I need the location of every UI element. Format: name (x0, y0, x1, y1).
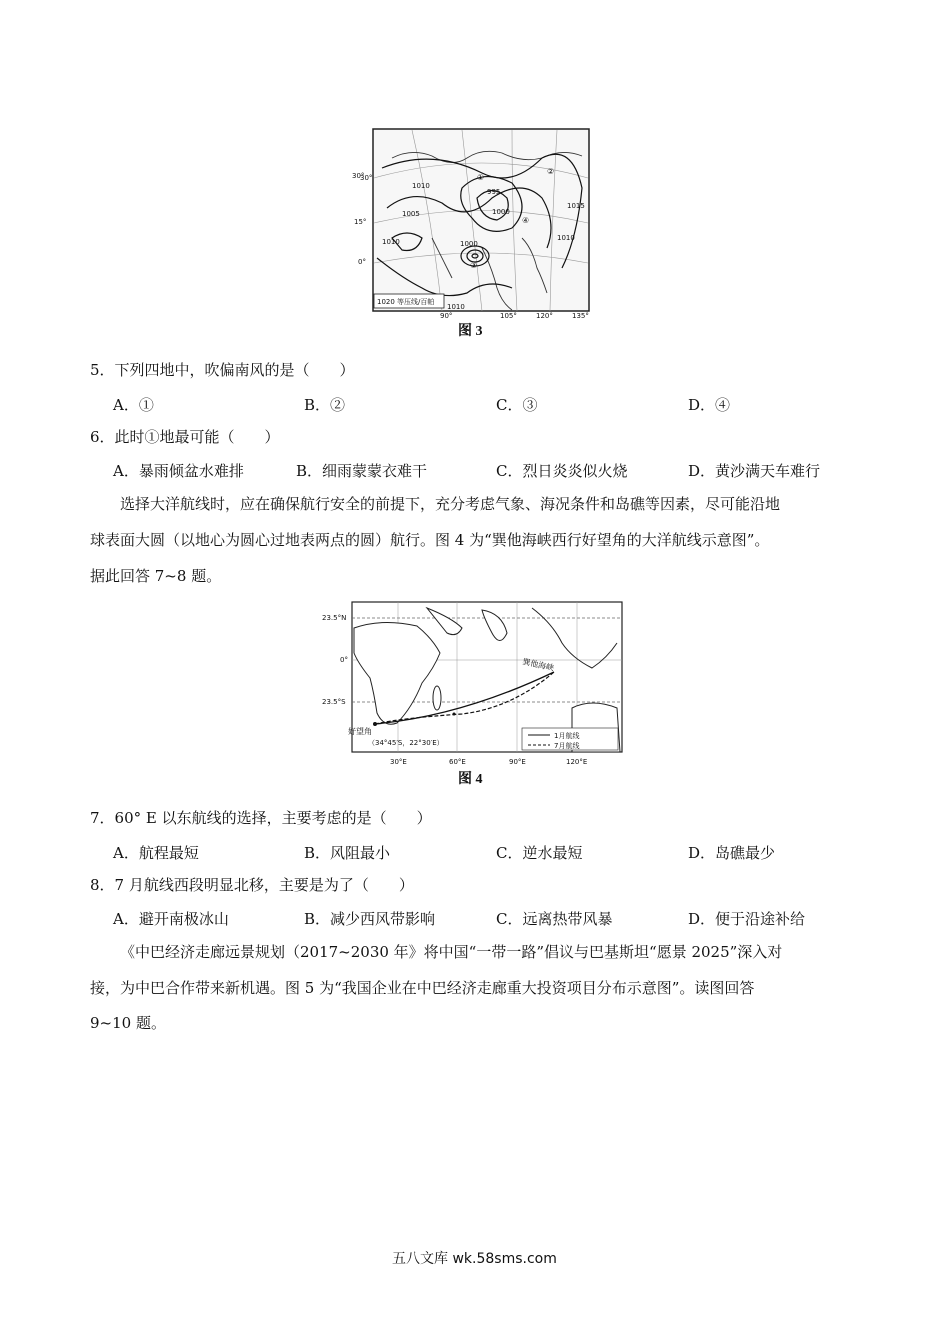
point-label: ② (547, 167, 555, 176)
isobar-label: 1000 (492, 208, 510, 216)
lon-label-105: 105° (500, 312, 517, 320)
q6-option-a: A．暴雨倾盆水难排 (113, 462, 244, 480)
isobar-label: 1000 (460, 240, 478, 248)
lon-label-120: 120°E (566, 758, 588, 766)
isobar-label: 1010 (412, 182, 430, 190)
lon-label-120: 120° (536, 312, 553, 320)
lon-label-30: 30°E (390, 758, 407, 766)
figure-3 (360, 128, 590, 316)
isobar-label: 1005 (402, 210, 420, 218)
passage-1-line-2: 球表面大圆（以地心为圆心过地表两点的圆）航行。图 4 为“巽他海峡西行好望角的大洋航线示意图”。 (90, 531, 770, 549)
q5-option-a: A．① (113, 396, 154, 414)
lat-label-15: 15° (354, 218, 367, 226)
point-label: ① (477, 173, 485, 182)
q7-option-c: C．逆水最短 (496, 844, 583, 862)
q6-option-c: C．烈日炎炎似火烧 (496, 462, 628, 480)
q5-option-c: C．③ (496, 396, 538, 414)
question-7-stem: 7．60° E 以东航线的选择，主要考虑的是（ ） (90, 809, 432, 827)
isobar-label: 995 (487, 188, 501, 196)
passage-2-line-2: 接，为中巴合作带来新机遇。图 5 为“我国企业在中巴经济走廊重大投资项目分布示意图”。读图回答 (90, 979, 755, 997)
q8-option-a: A．避开南极冰山 (113, 910, 229, 928)
cape-label: 好望角 (348, 727, 372, 736)
passage-2-line-3: 9~10 题。 (90, 1014, 166, 1032)
q7-option-a: A．航程最短 (113, 844, 199, 862)
lon-label-90: 90° (440, 312, 453, 320)
lon-label-135: 135° (572, 312, 589, 320)
figure-4-caption: 图 4 (458, 772, 483, 787)
isobar-label: 1010 (447, 303, 465, 311)
lat-label-0: 0° (358, 258, 366, 266)
point-label: ③ (470, 261, 478, 270)
q6-option-d: D．黄沙满天车难行 (688, 462, 821, 480)
isobar-label: 1010 (557, 234, 575, 242)
q8-option-c: C．远离热带风暴 (496, 910, 613, 928)
lat-label-30: 30° (352, 172, 365, 180)
lat-label-eq: 0° (340, 656, 348, 664)
route-map (322, 598, 628, 766)
legend-jan: 1月航线 (554, 732, 580, 740)
figure-4 (322, 598, 628, 766)
figure-3-caption: 图 3 (458, 324, 483, 339)
q5-option-d: D．④ (688, 396, 731, 414)
lat-label-n: 23.5°N (322, 614, 347, 622)
question-6-stem: 6．此时①地最可能（ ） (90, 428, 280, 446)
cape-coords: （34°45′S，22°30′E） (368, 739, 444, 747)
lat-label: 30° (360, 174, 373, 182)
isobar-label: 1015 (567, 202, 585, 210)
fig3-legend: 1020 等压线/百帕 (377, 298, 435, 306)
q7-option-b: B．风阻最小 (304, 844, 391, 862)
q5-option-b: B．② (304, 396, 346, 414)
q6-option-b: B．细雨蒙蒙衣难干 (296, 462, 428, 480)
passage-1-line-3: 据此回答 7~8 题。 (90, 567, 222, 585)
q7-option-d: D．岛礁最少 (688, 844, 776, 862)
lon-label-90: 90°E (509, 758, 526, 766)
isobar-label: 1010 (382, 238, 400, 246)
passage-1-line-1: 选择大洋航线时，应在确保航行安全的前提下，充分考虑气象、海况条件和岛礁等因素，尽可能沿地 (120, 495, 781, 513)
footer-watermark: 五八文库 wk.58sms.com (392, 1251, 557, 1267)
question-8-stem: 8．7 月航线西段明显北移，主要是为了（ ） (90, 876, 414, 894)
lat-label-s: 23.5°S (322, 698, 346, 706)
pressure-map (360, 128, 590, 316)
legend-jul: 7月航线 (554, 742, 580, 750)
point-label: ④ (522, 216, 530, 225)
q8-option-d: D．便于沿途补给 (688, 910, 806, 928)
question-5-stem: 5．下列四地中，吹偏南风的是（ ） (90, 361, 355, 379)
strait-label: 巽他海峡 (521, 657, 555, 673)
passage-2-line-1: 《中巴经济走廊远景规划（2017~2030 年》将中国“一带一路”倡议与巴基斯坦“愿景 2025”深入对 (120, 943, 783, 961)
lon-label-60: 60°E (449, 758, 466, 766)
q8-option-b: B．减少西风带影响 (304, 910, 436, 928)
